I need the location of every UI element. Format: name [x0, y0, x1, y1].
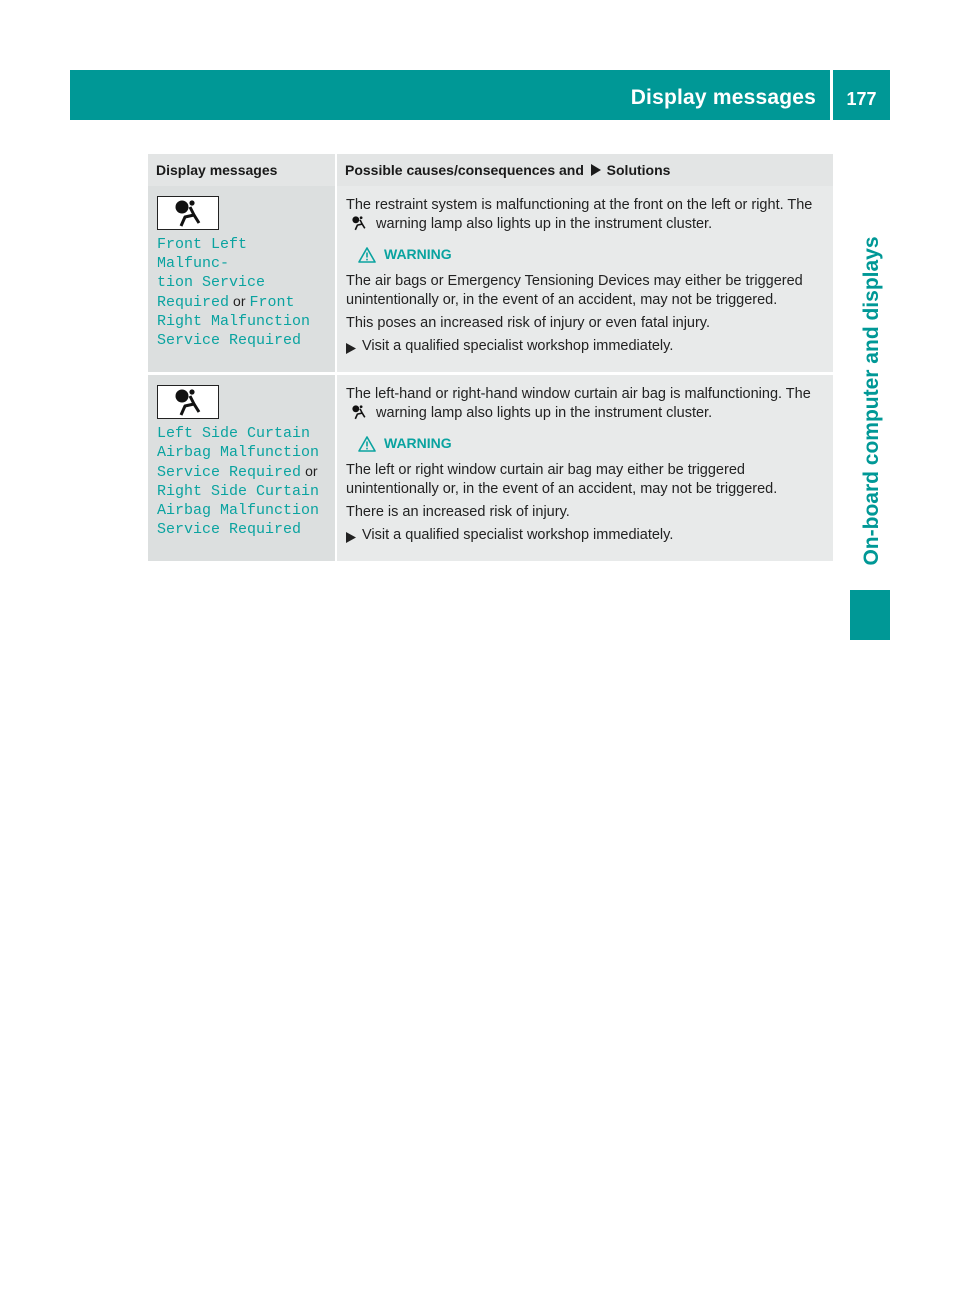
action-arrow-icon: [346, 530, 362, 549]
message-cell: [148, 186, 336, 374]
column-header-causes-text: Possible causes/consequences and: [345, 161, 584, 178]
cause-text: The restraint system is malfunctioning at the front on the left or right. The: [346, 197, 813, 213]
solution-text: Visit a qualified specialist workshop immediately.: [362, 338, 674, 354]
warning-label: WARNING: [384, 246, 452, 262]
message-cell: [148, 374, 336, 562]
warning-heading: [358, 245, 825, 264]
airbag-warning-icon: [157, 196, 219, 230]
warning-text: The left or right window curtain air bag may either be triggered unintentionally or, in the event of an accident, may not be triggered.: [346, 462, 778, 497]
page-title: Display messages: [630, 86, 816, 109]
causes-cell: [336, 374, 833, 562]
message-text: Airbag Malfunction: [157, 444, 320, 461]
column-header-causes: [336, 154, 833, 186]
message-text: Front: [249, 294, 295, 311]
message-text: Service Required: [157, 332, 302, 349]
causes-cell: [336, 186, 833, 374]
display-messages-table: [148, 154, 833, 561]
solution-step: [346, 526, 825, 549]
message-text: Airbag Malfunction: [157, 502, 320, 519]
warning-text: The air bags or Emergency Tensioning Devices may either be triggered unintentionally or, in the event of an accident, may not be triggered.: [346, 273, 803, 308]
message-text: Right Malfunction: [157, 313, 311, 330]
solution-text: Visit a qualified specialist workshop immediately.: [362, 527, 674, 543]
header-bar: [70, 70, 890, 120]
cause-text: The left-hand or right-hand window curtain air bag is malfunctioning. The: [346, 386, 811, 402]
side-section-label: [854, 228, 890, 574]
message-text: Left Side Curtain: [157, 425, 311, 442]
action-arrow-icon: [346, 341, 362, 360]
or-text: or: [233, 293, 246, 309]
warning-triangle-icon: [358, 247, 376, 263]
message-text: Service Required: [157, 521, 302, 538]
cause-text: warning lamp also lights up in the instrument cluster.: [376, 216, 713, 232]
airbag-inline-icon: [350, 404, 368, 426]
column-header-messages: Display messages: [148, 154, 336, 186]
table-row: [148, 186, 833, 374]
column-header-solutions-text: Solutions: [606, 161, 671, 178]
cause-text: warning lamp also lights up in the instrument cluster.: [376, 405, 713, 421]
message-text: tion Service: [157, 274, 266, 291]
airbag-inline-icon: [350, 215, 368, 237]
risk-text: This poses an increased risk of injury or even fatal injury.: [346, 315, 711, 331]
page-number: 177: [846, 89, 877, 109]
table-row: [148, 374, 833, 562]
or-text: or: [305, 463, 318, 479]
side-tab-marker: [850, 590, 890, 640]
warning-heading: [358, 434, 825, 453]
message-text: Front Left Malfunc‐: [157, 236, 248, 272]
warning-triangle-icon: [358, 436, 376, 452]
side-section-label-text: On-board computer and displays: [860, 236, 883, 566]
solution-step: [346, 337, 825, 360]
cause-paragraph: [346, 385, 825, 426]
action-arrow-icon: [590, 163, 601, 179]
cause-paragraph: [346, 196, 825, 237]
warning-label: WARNING: [384, 435, 452, 451]
message-text: Service Required: [157, 464, 302, 481]
risk-text: There is an increased risk of injury.: [346, 504, 570, 520]
message-text: Required: [157, 294, 230, 311]
airbag-warning-icon: [157, 385, 219, 419]
message-text: Right Side Curtain: [157, 483, 320, 500]
